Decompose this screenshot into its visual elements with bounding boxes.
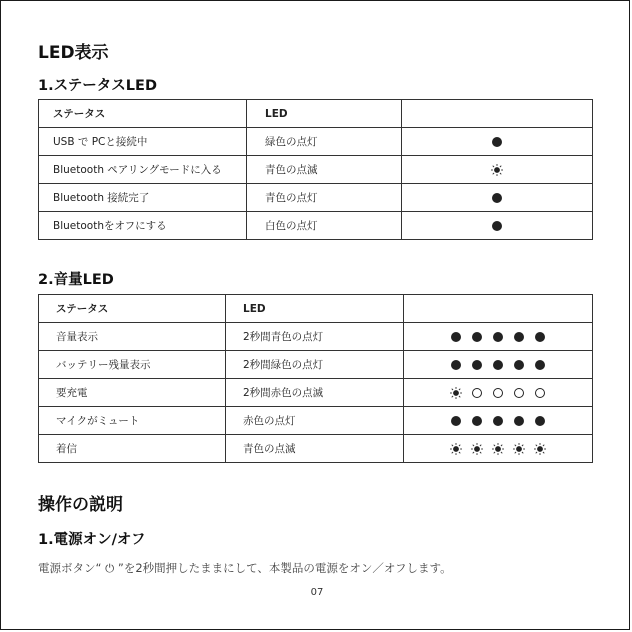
table-header-row	[39, 295, 593, 323]
led-indicator-group	[450, 443, 546, 455]
status-led-table	[38, 99, 593, 240]
led-blink-icon	[492, 443, 504, 455]
power-instruction-text: 電源ボタン“ ⏻ ”を2秒間押したままにして、本製品の電源をオン／オフします。	[38, 561, 452, 575]
led-indicator-cell	[404, 379, 593, 407]
led-solid-icon	[492, 359, 504, 371]
led-solid-icon	[450, 359, 462, 371]
table-row	[39, 435, 593, 463]
table-row	[39, 156, 593, 184]
led-indicator-cell	[404, 435, 593, 463]
led-solid-icon	[450, 331, 462, 343]
led-solid-icon	[492, 415, 504, 427]
led-blink-icon	[491, 164, 503, 176]
led-solid-icon	[513, 359, 525, 371]
column-header-status: ステータス	[39, 100, 247, 128]
led-solid-icon	[471, 331, 483, 343]
led-indicator-group	[450, 387, 546, 399]
led-description-cell: 青色の点滅	[247, 156, 402, 184]
status-cell: Bluetoothをオフにする	[39, 212, 247, 240]
led-indicator-cell	[402, 212, 593, 240]
led-blink-icon	[450, 443, 462, 455]
table-header-row	[39, 100, 593, 128]
led-description-cell: 白色の点灯	[247, 212, 402, 240]
led-description-cell: 青色の点滅	[226, 435, 404, 463]
led-description-cell: 2秒間青色の点灯	[226, 323, 404, 351]
led-indicator-group	[491, 136, 503, 148]
status-cell: マイクがミュート	[39, 407, 226, 435]
led-blink-icon	[450, 387, 462, 399]
column-header-indicator	[404, 295, 593, 323]
led-indicator-group	[450, 415, 546, 427]
led-solid-icon	[534, 415, 546, 427]
led-indicator-group	[491, 192, 503, 204]
led-solid-icon	[491, 136, 503, 148]
led-indicator-cell	[404, 351, 593, 379]
led-solid-icon	[450, 415, 462, 427]
table-row	[39, 184, 593, 212]
led-solid-icon	[492, 331, 504, 343]
led-description-cell: 赤色の点灯	[226, 407, 404, 435]
led-indicator-group	[450, 359, 546, 371]
led-indicator-cell	[402, 128, 593, 156]
table-row	[39, 407, 593, 435]
led-blink-icon	[513, 443, 525, 455]
led-indicator-cell	[404, 407, 593, 435]
status-cell: 要充電	[39, 379, 226, 407]
status-cell: 音量表示	[39, 323, 226, 351]
led-blink-icon	[471, 443, 483, 455]
column-header-indicator	[402, 100, 593, 128]
led-solid-icon	[534, 359, 546, 371]
led-solid-icon	[513, 331, 525, 343]
led-solid-icon	[534, 331, 546, 343]
column-header-led: LED	[247, 100, 402, 128]
column-header-led: LED	[226, 295, 404, 323]
led-solid-icon	[491, 220, 503, 232]
led-indicator-cell	[404, 323, 593, 351]
table-row	[39, 351, 593, 379]
led-description-cell: 2秒間緑色の点灯	[226, 351, 404, 379]
led-solid-icon	[471, 359, 483, 371]
status-cell: バッテリー残量表示	[39, 351, 226, 379]
status-cell: Bluetooth ペアリングモードに入る	[39, 156, 247, 184]
led-indicator-group	[491, 220, 503, 232]
led-solid-icon	[513, 415, 525, 427]
table-row	[39, 323, 593, 351]
table-row	[39, 128, 593, 156]
page-number: 07	[310, 587, 324, 598]
led-off-icon	[471, 387, 483, 399]
led-indicator-cell	[402, 184, 593, 212]
operation-heading: 操作の説明	[38, 495, 123, 515]
led-off-icon	[492, 387, 504, 399]
led-solid-icon	[491, 192, 503, 204]
led-off-icon	[534, 387, 546, 399]
led-description-cell: 青色の点灯	[247, 184, 402, 212]
led-indicator-group	[491, 164, 503, 176]
led-off-icon	[513, 387, 525, 399]
led-description-cell: 2秒間赤色の点滅	[226, 379, 404, 407]
table-row	[39, 212, 593, 240]
status-cell: 着信	[39, 435, 226, 463]
led-indicator-cell	[402, 156, 593, 184]
status-cell: USB で PCと接続中	[39, 128, 247, 156]
page-title: LED表示	[38, 43, 109, 63]
led-description-cell: 緑色の点灯	[247, 128, 402, 156]
column-header-status: ステータス	[39, 295, 226, 323]
volume-led-table	[38, 294, 593, 463]
status-led-heading: 1.ステータスLED	[38, 78, 157, 94]
led-blink-icon	[534, 443, 546, 455]
led-solid-icon	[471, 415, 483, 427]
power-heading: 1.電源オン/オフ	[38, 532, 146, 548]
status-cell: Bluetooth 接続完了	[39, 184, 247, 212]
volume-led-heading: 2.音量LED	[38, 272, 114, 288]
led-indicator-group	[450, 331, 546, 343]
table-row	[39, 379, 593, 407]
